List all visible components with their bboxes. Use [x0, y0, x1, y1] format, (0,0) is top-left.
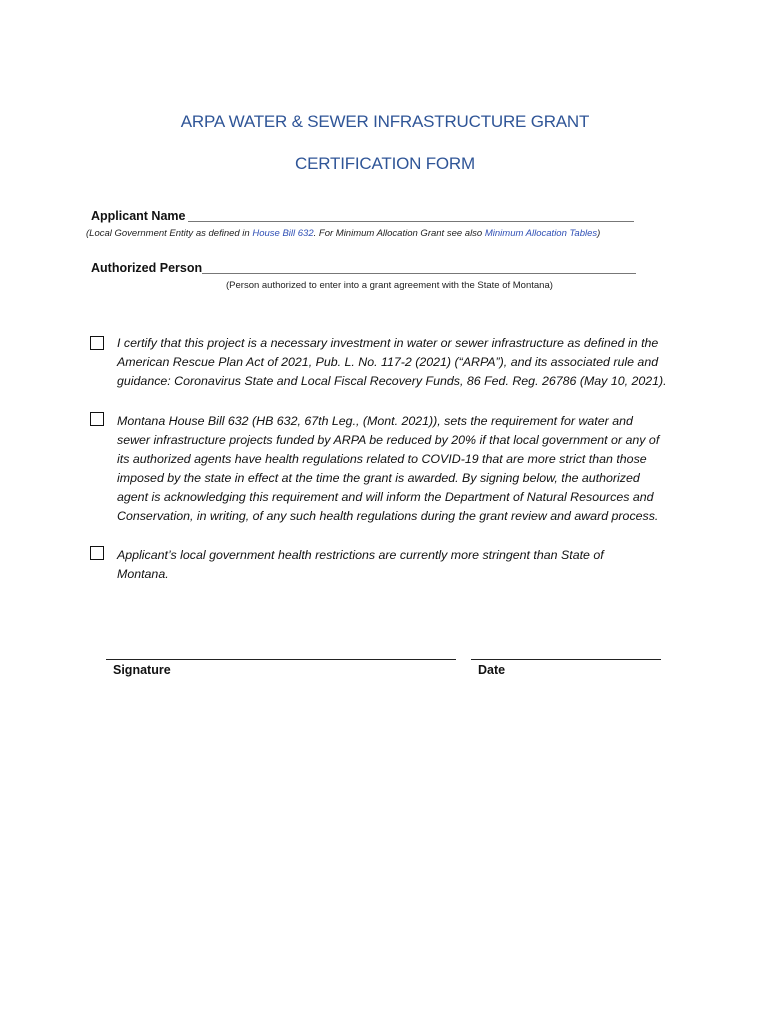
minimum-allocation-tables-link[interactable]: Minimum Allocation Tables [484, 228, 598, 239]
form-title: ARPA WATER & SEWER INFRASTRUCTURE GRANT [180, 112, 590, 131]
applicant-name-label: Applicant Name [91, 209, 186, 223]
certification-2-checkbox[interactable] [90, 412, 104, 426]
certification-3-text: Applicant’s local government health restrictions are currently more stringent than State of Montana. [117, 548, 604, 581]
certification-1-checkbox[interactable] [90, 336, 104, 350]
certification-1-text: I certify that this project is a necessary investment in water or sewer infrastructure as defined in the American Rescue Plan Act of 2021, Pub. L. No. 117-2 (2021) (“ARPA”), and its associated rule and guidance: Coronavirus State and Local Fiscal Recovery Funds, 86 Fed. Reg. 26786 (May 10, 2021). [117, 336, 667, 388]
applicant-name-note: (Local Government Entity as defined in House Bill 632. For Minimum Allocation Grant see also Minimum Allocation Tables) [86, 228, 601, 239]
certification-3-checkbox[interactable] [90, 546, 104, 560]
authorized-person-label: Authorized Person [91, 261, 203, 275]
signature-field[interactable] [106, 659, 456, 660]
signature-label: Signature [113, 663, 171, 677]
applicant-name-field[interactable] [188, 211, 634, 222]
house-bill-632-link[interactable]: House Bill 632 [252, 228, 314, 239]
authorized-person-field[interactable] [202, 263, 636, 274]
certification-2-text: Montana House Bill 632 (HB 632, 67th Leg., (Mont. 2021)), sets the requirement for water and sewer infrastructure projects funded by ARPA be reduced by 20% if that local government or any of its authorized agents have health regulations related to COVID-19 that are more strict than those imposed by the state in effect at the time the grant is awarded. By signing below, the authorized agent is acknowledging this requirement and will inform the Department of Natural Resources and Conservation, in writing, of any such health regulations during the grant review and award process. [117, 414, 660, 523]
authorized-person-note: (Person authorized to enter into a grant agreement with the State of Montana) [226, 280, 553, 291]
date-field[interactable] [471, 659, 661, 660]
date-label: Date [478, 663, 506, 677]
form-subtitle: CERTIFICATION FORM [295, 154, 475, 173]
